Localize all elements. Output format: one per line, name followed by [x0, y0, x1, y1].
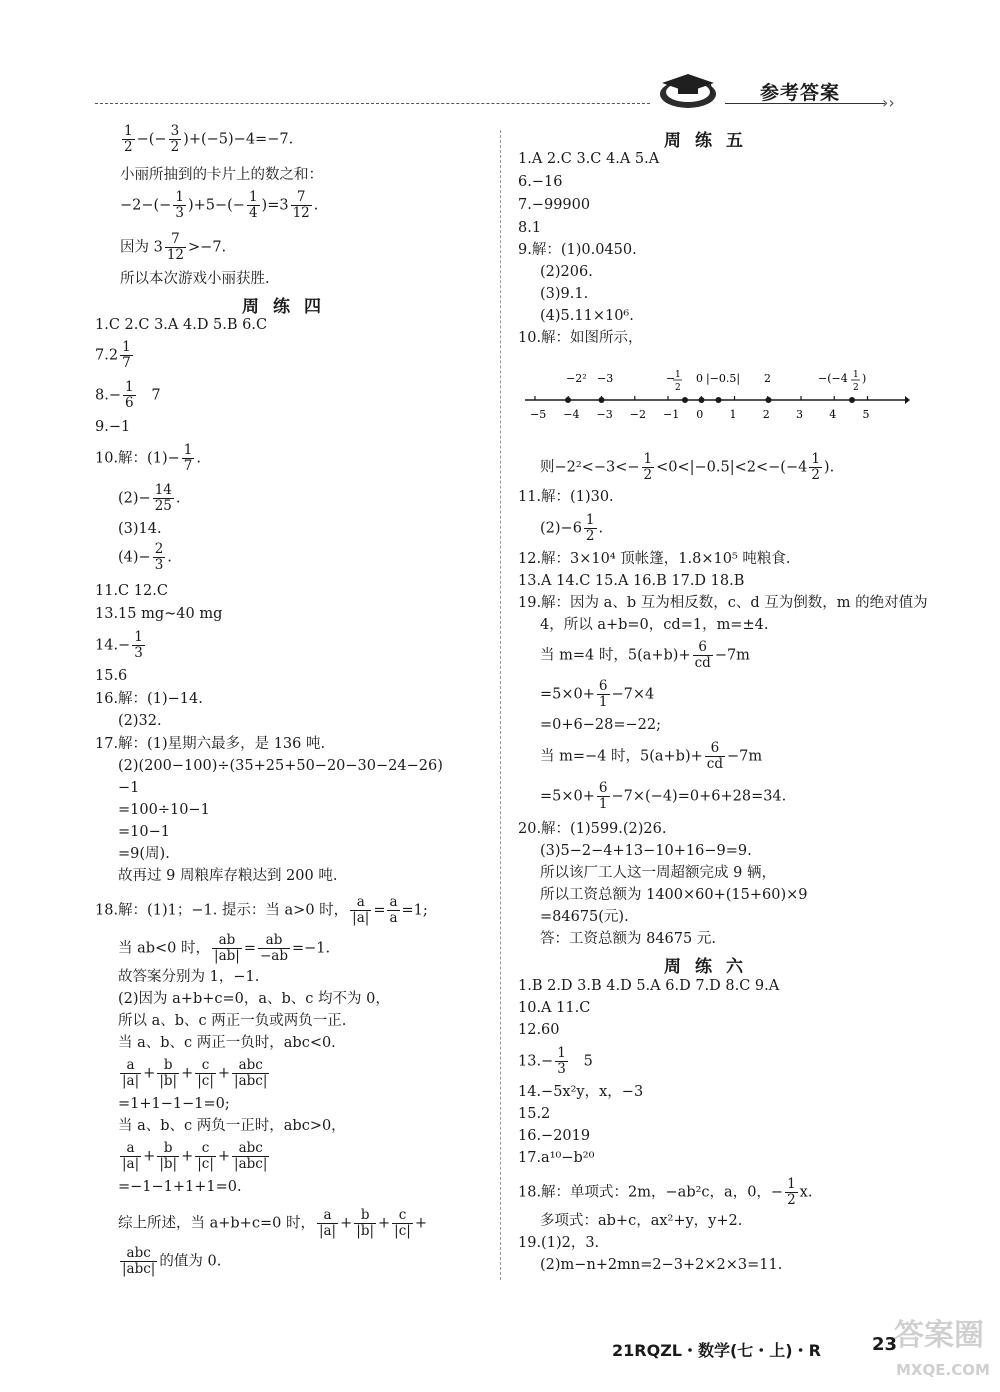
answer6-16: 16.−2019: [518, 1128, 591, 1144]
answer-17-3: −1: [118, 780, 140, 796]
page-number: 23: [872, 1334, 898, 1355]
left-line-4: 因为 3 $\frac{7}{12}$ >−7.: [120, 231, 227, 263]
answer5-19-2: 4，所以 a+b=0，cd=1，m=±4.: [540, 617, 769, 633]
answer5-13-18: 13.A 14.C 15.A 16.B 17.D 18.B: [518, 573, 745, 589]
footer-book-code: 21RQZL・数学(七・上)・R: [612, 1341, 821, 1360]
answer6-18: 18.解：单项式：2m，−ab²c，a，0，− $\frac{1}{2}$ x.: [518, 1176, 813, 1208]
nl-tick-label: −2: [629, 408, 646, 421]
answer-18-m: $\frac{\text{abc}}{\text{|abc|}}$ 的值为 0.: [122, 1245, 222, 1277]
answer6-15: 15.2: [518, 1106, 551, 1122]
nl-label-zero: 0: [696, 372, 703, 385]
answer5-11: 11.解：(1)30.: [518, 489, 614, 505]
answer-10-3: (3)14.: [118, 521, 162, 537]
answer-18-i: 当 a、b、c 两负一正时，abc>0，: [118, 1118, 346, 1134]
left-line-3: −2−(− $\frac{1}{3}$ )+5−(− $\frac{1}{4}$ )=3 $\frac{7}{12}$ .: [120, 189, 319, 221]
header-solid-rule: [725, 103, 885, 104]
answer-18-c: 故答案分别为 1，−1.: [118, 969, 260, 985]
nl-label-two: 2: [764, 372, 771, 385]
answer5-1-5: 1.A 2.C 3.C 4.A 5.A: [518, 151, 660, 167]
nl-point-neg-half: [682, 397, 688, 403]
number-line-figure: [520, 368, 910, 428]
answer-17-6: =9(周).: [118, 846, 170, 862]
answer5-20-5: =84675(元).: [540, 909, 629, 925]
nl-label-neg-half-den: 2: [675, 383, 681, 393]
answer5-20-2: (3)5−2−4+13−10+16−9=9.: [540, 843, 752, 859]
watermark-url: MXQE.COM: [896, 1361, 990, 1379]
nl-label-neg-half-num: 1: [675, 370, 681, 380]
nl-label-neg-neg4half: −(−4: [818, 372, 848, 385]
answer5-11-2: (2)−6 $\frac{1}{2}$ .: [540, 512, 604, 544]
answer5-9-3: (3)9.1.: [540, 286, 589, 302]
nl-tick-label: −4: [563, 408, 580, 421]
answer-17-5: =10−1: [118, 824, 170, 840]
answer5-10: 10.解：如图所示，: [518, 330, 643, 346]
answer5-20-6: 答：工资总额为 84675 元.: [540, 931, 716, 947]
answer-18-f: 当 a、b、c 两正一负时，abc<0.: [118, 1035, 336, 1051]
answer5-12: 12.解：3×10⁴ 顶帐篷，1.8×10⁵ 吨粮食.: [518, 551, 791, 567]
answer6-19-2: (2)m−n+2mn=2−3+2×2×3=11.: [540, 1257, 783, 1273]
answer-18-e: 所以 a、b、c 两正一负或两负一正.: [118, 1013, 347, 1029]
nl-tick-label: −1: [663, 408, 680, 421]
answer5-9: 9.解：(1)0.0450.: [518, 242, 637, 258]
section-title-week6: 周练六: [664, 957, 757, 977]
nl-point-four-half: [849, 397, 855, 403]
nl-label-neg-half: −: [666, 372, 676, 385]
answer-7: 7.2 $\frac{1}{7}$: [95, 339, 131, 371]
answer5-19-4: =5×0+ $\frac{6}{1}$ −7×4: [540, 678, 655, 710]
nl-tick-label: −5: [530, 408, 547, 421]
nl-point-two: [766, 397, 772, 403]
nl-label-neg-neg4half-close: ): [862, 372, 867, 385]
answer-18-b: 当 ab<0 时， $\frac{ab}{|ab|}$ = $\frac{ab}{-ab}$ =−1.: [118, 932, 331, 964]
header-title: 参考答案: [760, 82, 841, 104]
answer6-1-9: 1.B 2.D 3.B 4.D 5.A 6.D 7.D 8.C 9.A: [518, 978, 780, 994]
nl-point-neg3: [599, 397, 605, 403]
answer-10: 10.解：(1)− $\frac{1}{7}$ .: [95, 442, 201, 474]
graduation-cap-logo-icon: [652, 68, 724, 110]
answer6-14: 14.−5x²y，x，−3: [518, 1084, 644, 1100]
answer-17-7: 故再过 9 周粮库存粮达到 200 吨.: [118, 868, 338, 884]
answer-11-12: 11.C 12.C: [95, 583, 168, 599]
answer-10-4: (4)− $\frac{2}{3}$ .: [118, 541, 172, 573]
nl-tick-label: 0: [696, 408, 704, 421]
left-line-5: 所以本次游戏小丽获胜.: [120, 271, 270, 287]
answer-1-6: 1.C 2.C 3.A 4.D 5.B 6.C: [95, 317, 268, 333]
nl-tick-label: −3: [596, 408, 613, 421]
left-line-1: $\frac{1}{2}$ −(− $\frac{3}{2}$ )+(−5)−4=−7.: [124, 123, 294, 155]
answer-17: 17.解：(1)星期六最多，是 136 吨.: [95, 736, 326, 752]
answer6-13: 13.− $\frac{1}{3}$ 5: [518, 1045, 593, 1077]
nl-tick-label: 5: [862, 408, 870, 421]
answer6-18-2: 多项式：ab+c，ax²+y，y+2.: [540, 1213, 743, 1229]
nl-label-neg2sq: −2²: [566, 372, 587, 385]
nl-point-zero: [699, 397, 705, 403]
answer5-8: 8.1: [518, 220, 542, 236]
answer5-19-3: 当 m=4 时，5(a+b)+ $\frac{6}{cd}$ −7m: [540, 639, 750, 671]
answer5-20-3: 所以该厂工人这一周超额完成 9 辆，: [540, 865, 776, 881]
answer-17-2: (2)(200−100)÷(35+25+50−20−30−24−26): [118, 758, 443, 774]
nl-point-neg4: [565, 397, 571, 403]
nl-tick-label: 1: [729, 408, 737, 421]
answer6-12: 12.60: [518, 1022, 560, 1038]
column-divider: [500, 130, 501, 1280]
left-line-2: 小丽所抽到的卡片上的数之和：: [120, 167, 323, 183]
answer5-20-4: 所以工资总额为 1400×60+(15+60)×9: [540, 887, 808, 903]
answer6-17: 17.a¹⁰−b²⁰: [518, 1150, 595, 1166]
answer5-19-5: =0+6−28=−22;: [540, 717, 661, 733]
chevron-right-icon: ››: [882, 93, 895, 112]
answer-18-k: =−1−1+1+1=0.: [118, 1179, 242, 1195]
answer-16-2: (2)32.: [118, 713, 162, 729]
nl-label-neg-neg4half-den: 2: [853, 383, 859, 393]
answer-16: 16.解：(1)−14.: [95, 691, 203, 707]
nl-label-abs-half: |−0.5|: [706, 372, 741, 385]
section-title-week4: 周练四: [242, 297, 335, 317]
answer-9: 9.−1: [95, 419, 131, 435]
nl-label-neg-neg4half-num: 1: [853, 370, 859, 380]
answer5-19-7: =5×0+ $\frac{6}{1}$ −7×(−4)=0+6+28=34.: [540, 780, 787, 812]
answer5-10-compare: 则−2²<−3<− $\frac{1}{2}$ <0<|−0.5|<2<−(−4 $\frac{1}{2}$ ).: [540, 451, 835, 483]
answer5-20: 20.解：(1)599.(2)26.: [518, 821, 667, 837]
answer-15: 15.6: [95, 668, 128, 684]
answer-18-l: 综上所述，当 a+b+c=0 时， $\frac{a}{|a|}$ + $\frac{b}{|b|}$ + $\frac{c}{|c|}$ +: [118, 1207, 427, 1239]
header-dashed-rule: [95, 103, 650, 104]
answer6-10-11: 10.A 11.C: [518, 1000, 591, 1016]
answer5-19: 19.解：因为 a、b 互为相反数，c、d 互为倒数，m 的绝对值为: [518, 595, 928, 611]
answer-18-h: =1+1−1−1=0;: [118, 1096, 230, 1112]
answer-13: 13.15 mg~40 mg: [95, 606, 223, 622]
answer-17-4: =100÷10−1: [118, 802, 210, 818]
nl-point-half: [716, 397, 722, 403]
nl-tick-label: 2: [762, 408, 770, 421]
answer5-6: 6.−16: [518, 174, 563, 190]
nl-tick-label: 4: [829, 408, 837, 421]
answer-18-j: $\frac{a}{|a|}$ + $\frac{b}{|b|}$ + $\frac{c}{|c|}$ + $\frac{\text{abc}}{\text{|abc|}}$: [122, 1140, 268, 1172]
answer5-19-6: 当 m=−4 时，5(a+b)+ $\frac{6}{cd}$ −7m: [540, 740, 763, 772]
watermark-logo-icon: [890, 1305, 990, 1385]
answer-18-d: (2)因为 a+b+c=0，a、b、c 均不为 0，: [118, 991, 390, 1007]
answer-18-g: $\frac{a}{|a|}$ + $\frac{b}{|b|}$ + $\frac{c}{|c|}$ + $\frac{\text{abc}}{\text{|abc|}}$: [122, 1057, 268, 1089]
answer-14: 14.− $\frac{1}{3}$: [95, 629, 143, 661]
answer5-9-2: (2)206.: [540, 264, 593, 280]
nl-label-neg3: −3: [597, 372, 614, 385]
nl-tick-label: 3: [796, 408, 803, 421]
answer-10-2: (2)− $\frac{14}{25}$ .: [118, 482, 181, 514]
answer5-9-4: (4)5.11×10⁶.: [540, 308, 634, 324]
answer-8: 8.− $\frac{1}{6}$ 7: [95, 379, 161, 411]
watermark-text: 答案圈: [894, 1318, 984, 1353]
answer6-19: 19.(1)2，3.: [518, 1235, 600, 1251]
answer5-7: 7.−99900: [518, 197, 591, 213]
section-title-week5: 周练五: [664, 131, 757, 151]
answer-18: 18.解：(1)1；−1. 提示：当 a>0 时， $\frac{a}{|a|}$ = $\frac{a}{a}$ =1;: [95, 894, 428, 926]
